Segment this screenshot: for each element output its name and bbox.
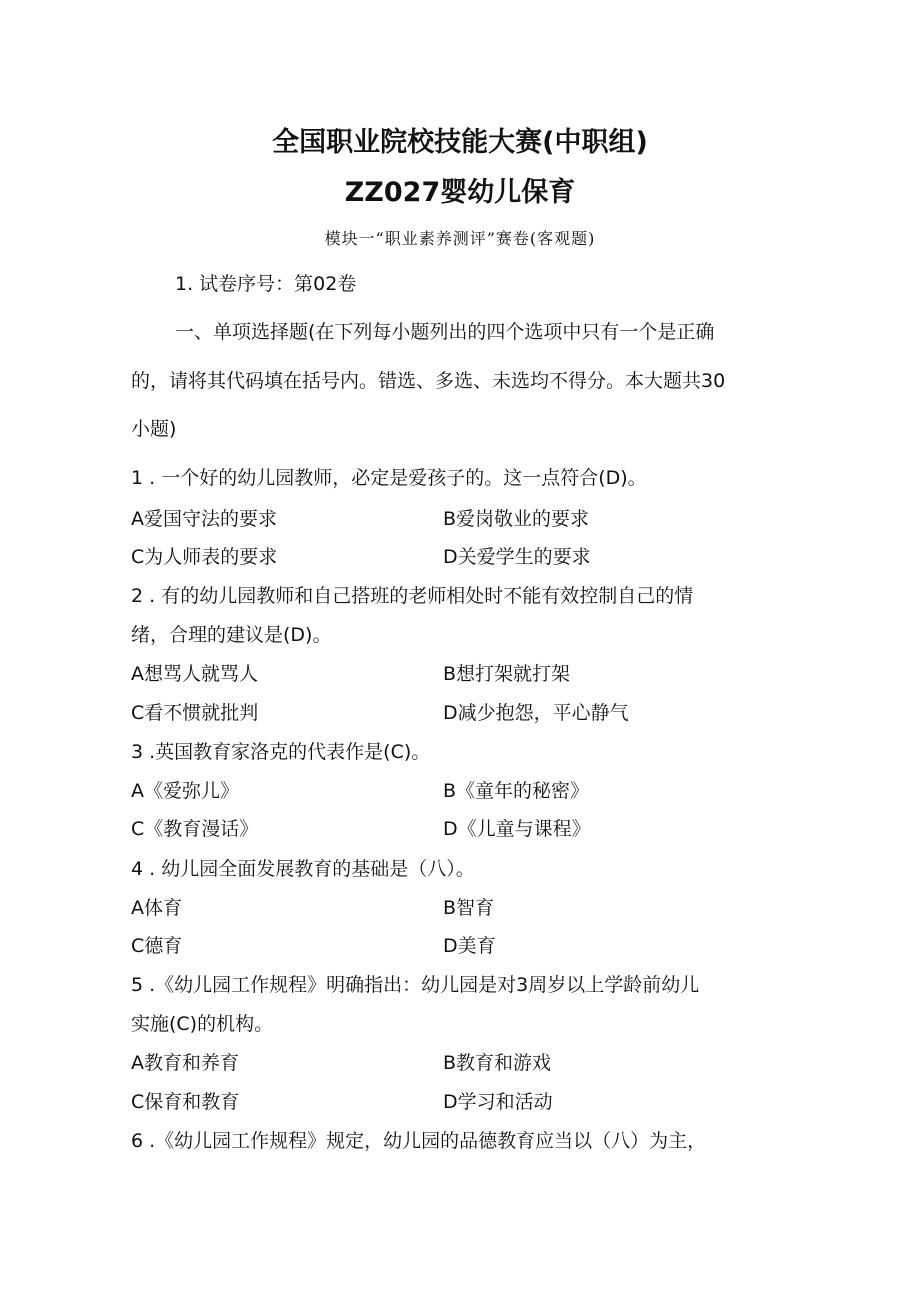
document-subtitle-code: ZZ027婴幼儿保育 (344, 177, 576, 208)
question-stem: 1 . 一个好的幼儿园教师，必定是爱孩子的。这一点符合(D)。 (131, 467, 647, 489)
question-stem: 实施(C)的机构。 (131, 1013, 274, 1035)
option-a: A教育和养育 (131, 1052, 239, 1074)
option-a: A爱国守法的要求 (131, 508, 277, 530)
option-a: A《爱弥儿》 (131, 780, 239, 802)
option-b: B爱岗敬业的要求 (443, 508, 590, 530)
document-title: 全国职业院校技能大赛(中职组) (272, 127, 648, 158)
option-b: B《童年的秘密》 (443, 780, 590, 802)
option-b: B智育 (443, 897, 495, 919)
option-d: D学习和活动 (443, 1091, 553, 1113)
module-subtitle: 模块一“职业素养测评”赛卷(客观题) (324, 229, 596, 248)
option-d: D关爱学生的要求 (443, 546, 591, 568)
option-a: A想骂人就骂人 (131, 663, 258, 685)
question-stem: 5 .《幼儿园工作规程》明确指出：幼儿园是对3周岁以上学龄前幼儿 (131, 974, 700, 996)
question-stem: 2 . 有的幼儿园教师和自己搭班的老师相处时不能有效控制自己的情 (131, 585, 694, 607)
question-stem: 6 .《幼儿园工作规程》规定，幼儿园的品德教育应当以（八）为主， (131, 1130, 707, 1152)
question-stem: 4 . 幼儿园全面发展教育的基础是（八）。 (131, 858, 475, 880)
option-a: A体育 (131, 897, 182, 919)
question-stem: 绪，合理的建议是(D)。 (131, 624, 332, 646)
section-instruction: 一、单项选择题(在下列每小题列出的四个选项中只有一个是正确 (175, 321, 715, 343)
option-c: C《教育漫话》 (131, 818, 259, 840)
paper-number: 1. 试卷序号：第02卷 (175, 273, 357, 295)
option-b: B教育和游戏 (443, 1052, 552, 1074)
section-instruction: 的，请将其代码填在括号内。错选、多选、未选均不得分。本大题共30 (131, 370, 726, 392)
question-stem: 3 .英国教育家洛克的代表作是(C)。 (131, 741, 431, 763)
option-b: B想打架就打架 (443, 663, 571, 685)
option-c: C德育 (131, 935, 183, 957)
option-c: C保育和教育 (131, 1091, 240, 1113)
option-c: C为人师表的要求 (131, 546, 278, 568)
option-d: D减少抱怨，平心静气 (443, 702, 629, 724)
option-d: D美育 (443, 935, 496, 957)
option-d: D《儿童与课程》 (443, 818, 591, 840)
option-c: C看不惯就批判 (131, 702, 259, 724)
section-instruction: 小题) (131, 418, 177, 440)
